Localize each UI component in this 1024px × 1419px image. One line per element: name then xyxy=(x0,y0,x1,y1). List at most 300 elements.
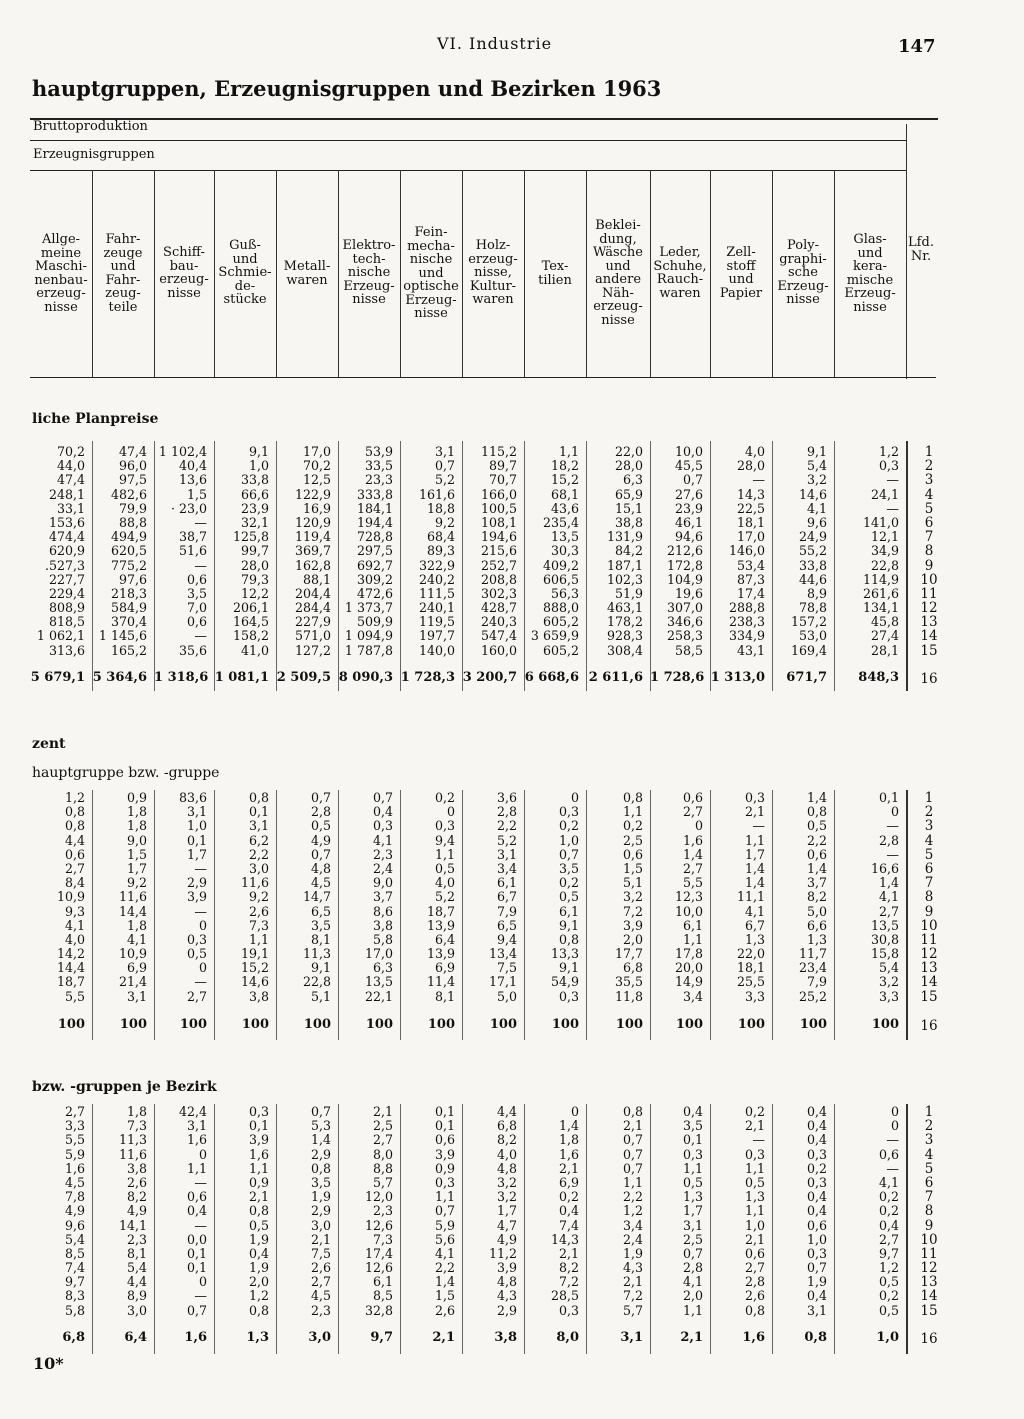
table-cell: 2,3 xyxy=(372,846,393,862)
table-cell: 24,1 xyxy=(870,486,899,502)
table-cell: 4,9 xyxy=(64,1203,85,1219)
table-cell: — xyxy=(194,514,207,530)
row-number: 12 xyxy=(920,946,938,963)
column-separator xyxy=(92,441,93,691)
table-cell: 0,1 xyxy=(248,804,269,820)
table-cell: 9,2 xyxy=(248,889,269,905)
table-cell: 227,9 xyxy=(294,614,331,630)
data-column xyxy=(276,445,331,658)
table-cell: 5,1 xyxy=(310,988,331,1004)
table-cell: 1,3 xyxy=(806,931,827,947)
section-title: liche Planpreise xyxy=(32,411,159,427)
table-cell: 1,1 xyxy=(682,931,703,947)
table-cell: 0,4 xyxy=(372,804,393,820)
table-cell: 2,6 xyxy=(248,903,269,919)
table-cell: 482,6 xyxy=(110,486,147,502)
table-cell: 0,5 xyxy=(878,1274,899,1290)
table-cell: 0,3 xyxy=(434,1174,455,1190)
table-cell: 70,2 xyxy=(56,444,85,459)
table-cell: 7,3 xyxy=(126,1118,147,1134)
column-separator xyxy=(462,790,463,1040)
table-cell: 0 xyxy=(198,960,207,976)
table-cell: 1 145,6 xyxy=(98,628,147,644)
row-number: 12 xyxy=(920,1260,938,1277)
column-separator xyxy=(772,790,773,1040)
table-cell: 0,7 xyxy=(372,790,393,805)
table-cell: 97,6 xyxy=(118,571,147,587)
table-cell: 1,2 xyxy=(878,1260,899,1276)
row-number-total: 16 xyxy=(920,1018,938,1034)
data-column xyxy=(154,445,207,658)
table-cell: 240,2 xyxy=(418,571,455,587)
column-separator xyxy=(214,1104,215,1354)
table-cell: 13,5 xyxy=(870,917,899,933)
table-cell: 1,4 xyxy=(434,1274,455,1290)
row-number-column xyxy=(906,1105,952,1318)
table-cell: 0,6 xyxy=(622,846,643,862)
table-cell: 1,0 xyxy=(248,458,269,474)
table-cell: 14,6 xyxy=(798,486,827,502)
table-cell: 1,9 xyxy=(806,1274,827,1290)
data-column xyxy=(462,1105,517,1318)
table-top-rule xyxy=(30,118,938,120)
table-cell: 1 787,8 xyxy=(344,642,393,658)
table-cell: 8,9 xyxy=(806,585,827,601)
column-separator xyxy=(92,790,93,1040)
table-cell: 4,1 xyxy=(806,500,827,516)
table-cell: 2,2 xyxy=(248,846,269,862)
row-number: 7 xyxy=(924,875,934,892)
row-number: 11 xyxy=(920,931,938,948)
total-cell: 100 xyxy=(119,1017,147,1032)
table-cell: 16,6 xyxy=(870,860,899,876)
table-cell: 153,6 xyxy=(48,514,85,530)
table-cell: 1,4 xyxy=(310,1132,331,1148)
table-cell: 53,0 xyxy=(798,628,827,644)
table-cell: 0,3 xyxy=(744,790,765,805)
total-cell: 2 611,6 xyxy=(588,670,643,685)
table-cell: 33,8 xyxy=(798,557,827,573)
row-number: 10 xyxy=(920,917,938,934)
table-cell: 463,1 xyxy=(606,600,643,616)
table-cell: 0,4 xyxy=(248,1245,269,1261)
row-number: 9 xyxy=(924,557,934,574)
table-cell: 68,1 xyxy=(550,486,579,502)
table-cell: 302,3 xyxy=(480,585,517,601)
row-number: 14 xyxy=(920,1288,938,1305)
table-cell: 2,2 xyxy=(434,1260,455,1276)
table-cell: — xyxy=(194,974,207,990)
table-cell: 0 xyxy=(446,804,455,820)
table-cell: 571,0 xyxy=(294,628,331,644)
data-column xyxy=(834,791,899,1004)
table-cell: 3,1 xyxy=(186,1118,207,1134)
table-cell: 322,9 xyxy=(418,557,455,573)
table-cell: 9,0 xyxy=(372,875,393,891)
row-number: 4 xyxy=(924,832,934,849)
table-cell: 3,2 xyxy=(496,1189,517,1205)
table-cell: 3,5 xyxy=(558,860,579,876)
column-separator xyxy=(772,441,773,691)
table-cell: 8,0 xyxy=(372,1146,393,1162)
table-cell: 5,3 xyxy=(310,1118,331,1134)
table-cell: 119,5 xyxy=(418,614,455,630)
table-cell: 1 102,4 xyxy=(158,444,207,459)
row-number: 15 xyxy=(920,1302,938,1319)
row-number: 14 xyxy=(920,974,938,991)
table-cell: 10,9 xyxy=(118,946,147,962)
table-cell: 2,5 xyxy=(682,1231,703,1247)
total-cell: 2,1 xyxy=(432,1330,455,1345)
table-cell: 127,2 xyxy=(294,642,331,658)
table-cell: 346,6 xyxy=(666,614,703,630)
table-cell: 1,7 xyxy=(744,846,765,862)
table-cell: 307,0 xyxy=(666,600,703,616)
table-cell: 4,1 xyxy=(682,1274,703,1290)
table-cell: 146,0 xyxy=(728,543,765,559)
table-cell: 0,2 xyxy=(558,1189,579,1205)
table-cell: 1,1 xyxy=(434,846,455,862)
table-cell: .527,3 xyxy=(44,557,85,573)
table-cell: 2,1 xyxy=(372,1104,393,1119)
table-cell: 0,3 xyxy=(806,1146,827,1162)
table-cell: 248,1 xyxy=(48,486,85,502)
table-cell: 0,5 xyxy=(878,1302,899,1318)
table-cell: 125,8 xyxy=(232,529,269,545)
table-cell: 0,8 xyxy=(622,790,643,805)
table-cell: 111,5 xyxy=(418,585,455,601)
column-separator xyxy=(710,441,711,691)
table-cell: 1,9 xyxy=(622,1245,643,1261)
page-title: hauptgruppen, Erzeugnisgruppen und Bezirken 1963 xyxy=(32,76,662,101)
data-column xyxy=(400,791,455,1004)
data-column xyxy=(650,445,703,658)
row-number-column xyxy=(906,445,952,658)
table-cell: 5,2 xyxy=(434,472,455,488)
data-column xyxy=(92,791,147,1004)
table-cell: · 23,0 xyxy=(170,500,207,516)
table-cell: 88,8 xyxy=(118,514,147,530)
table-cell: 0,7 xyxy=(806,1260,827,1276)
table-cell: 3,5 xyxy=(682,1118,703,1134)
table-cell: 14,3 xyxy=(550,1231,579,1247)
total-cell: 100 xyxy=(57,1017,85,1032)
table-cell: 0,7 xyxy=(622,1146,643,1162)
table-cell: — xyxy=(194,903,207,919)
table-cell: 18,1 xyxy=(736,514,765,530)
table-cell: 2,7 xyxy=(64,1104,85,1119)
column-separator xyxy=(586,790,587,1040)
table-cell: 0 xyxy=(890,804,899,820)
table-cell: 12,2 xyxy=(240,585,269,601)
table-cell: 18,7 xyxy=(56,974,85,990)
table-cell: 0,8 xyxy=(64,804,85,820)
table-cell: 13,5 xyxy=(364,974,393,990)
table-cell: 1,6 xyxy=(64,1160,85,1176)
row-number: 13 xyxy=(920,1274,938,1291)
table-cell: 728,8 xyxy=(356,529,393,545)
table-cell: 9,7 xyxy=(64,1274,85,1290)
table-cell: 35,5 xyxy=(614,974,643,990)
table-cell: 1,7 xyxy=(682,1203,703,1219)
table-cell: 14,6 xyxy=(240,974,269,990)
table-cell: 4,3 xyxy=(496,1288,517,1304)
table-cell: 8,3 xyxy=(64,1288,85,1304)
table-cell: 309,2 xyxy=(356,571,393,587)
total-cell: 848,3 xyxy=(858,670,899,685)
total-cell: 5 679,1 xyxy=(30,670,85,685)
table-cell: 122,9 xyxy=(294,486,331,502)
rule-bruttoproduktion xyxy=(30,140,906,141)
table-cell: 2,1 xyxy=(310,1231,331,1247)
table-cell: 620,9 xyxy=(48,543,85,559)
table-cell: 11,1 xyxy=(736,889,765,905)
table-cell: 12,3 xyxy=(674,889,703,905)
row-number: 3 xyxy=(924,472,934,489)
table-cell: 1,7 xyxy=(126,860,147,876)
total-cell: 8,0 xyxy=(556,1330,579,1345)
total-cell: 100 xyxy=(365,1017,393,1032)
row-number: 8 xyxy=(924,543,934,560)
table-cell: 35,6 xyxy=(178,642,207,658)
column-separator xyxy=(400,1104,401,1354)
table-cell: 218,3 xyxy=(110,585,147,601)
table-cell: 45,5 xyxy=(674,458,703,474)
table-cell: 34,9 xyxy=(870,543,899,559)
table-cell: 134,1 xyxy=(862,600,899,616)
table-cell: 0,4 xyxy=(806,1118,827,1134)
table-cell: 4,5 xyxy=(310,1288,331,1304)
table-cell: 1,2 xyxy=(248,1288,269,1304)
row-number-total: 16 xyxy=(920,671,938,687)
table-cell: 33,8 xyxy=(240,472,269,488)
table-cell: 40,4 xyxy=(178,458,207,474)
table-cell: — xyxy=(194,1288,207,1304)
table-cell: 11,6 xyxy=(240,875,269,891)
table-cell: — xyxy=(886,1132,899,1148)
section-title: bzw. -gruppen je Bezirk xyxy=(32,1079,217,1095)
table-cell: 184,1 xyxy=(356,500,393,516)
table-cell: 15,1 xyxy=(614,500,643,516)
column-separator xyxy=(772,1104,773,1354)
table-cell: 9,0 xyxy=(126,832,147,848)
total-cell: 2 509,5 xyxy=(276,670,331,685)
table-cell: 28,0 xyxy=(240,557,269,573)
table-cell: 7,0 xyxy=(186,600,207,616)
table-cell: 3,1 xyxy=(806,1302,827,1318)
table-cell: 2,1 xyxy=(744,804,765,820)
table-cell: 3,9 xyxy=(622,917,643,933)
table-cell: 1,0 xyxy=(186,818,207,834)
table-cell: 9,1 xyxy=(310,960,331,976)
table-cell: 6,9 xyxy=(558,1174,579,1190)
column-heading: Fein- mecha- nische und optische Erzeug- nisse xyxy=(403,225,459,321)
table-cell: 369,7 xyxy=(294,543,331,559)
table-cell: 240,3 xyxy=(480,614,517,630)
table-cell: 1,6 xyxy=(682,832,703,848)
table-cell: 68,4 xyxy=(426,529,455,545)
table-cell: 0,7 xyxy=(622,1132,643,1148)
table-cell: 1,6 xyxy=(186,1132,207,1148)
table-cell: 66,6 xyxy=(240,486,269,502)
table-cell: 4,5 xyxy=(310,875,331,891)
table-cell: 0 xyxy=(198,917,207,933)
table-cell: 165,2 xyxy=(110,642,147,658)
table-cell: 2,7 xyxy=(372,1132,393,1148)
total-cell: 1 318,6 xyxy=(154,670,209,685)
table-cell: 6,4 xyxy=(434,931,455,947)
table-cell: 2,3 xyxy=(126,1231,147,1247)
table-cell: 620,5 xyxy=(110,543,147,559)
table-cell: 4,4 xyxy=(496,1104,517,1119)
row-number: 12 xyxy=(920,600,938,617)
table-cell: 27,6 xyxy=(674,486,703,502)
table-cell: 11,6 xyxy=(118,1146,147,1162)
table-cell: 8,1 xyxy=(310,931,331,947)
header-bottom-rule xyxy=(30,377,936,378)
total-cell: 1 081,1 xyxy=(214,670,269,685)
table-cell: 43,6 xyxy=(550,500,579,516)
table-cell: 1,0 xyxy=(744,1217,765,1233)
table-cell: 2,7 xyxy=(878,903,899,919)
table-cell: 2,7 xyxy=(744,1260,765,1276)
table-cell: 0,8 xyxy=(744,1302,765,1318)
table-cell: 6,2 xyxy=(248,832,269,848)
row-number: 1 xyxy=(924,1104,934,1120)
total-cell: 1 313,0 xyxy=(710,670,765,685)
total-cell: 100 xyxy=(615,1017,643,1032)
column-heading: Poly- graphi- sche Erzeug- nisse xyxy=(777,238,829,307)
table-cell: 32,1 xyxy=(240,514,269,530)
table-cell: 2,6 xyxy=(434,1302,455,1318)
table-cell: 15,2 xyxy=(240,960,269,976)
table-cell: 21,4 xyxy=(118,974,147,990)
row-number-column xyxy=(906,791,952,1004)
data-column xyxy=(710,791,765,1004)
data-column xyxy=(214,1105,269,1318)
row-number: 13 xyxy=(920,960,938,977)
table-cell: 5,2 xyxy=(496,832,517,848)
table-cell: 2,7 xyxy=(682,804,703,820)
table-cell: 1,5 xyxy=(434,1288,455,1304)
row-number: 7 xyxy=(924,529,934,546)
table-cell: 99,7 xyxy=(240,543,269,559)
table-cell: 97,5 xyxy=(118,472,147,488)
table-cell: 51,9 xyxy=(614,585,643,601)
table-cell: 5,9 xyxy=(434,1217,455,1233)
table-cell: 84,2 xyxy=(614,543,643,559)
table-cell: 1,9 xyxy=(248,1260,269,1276)
table-cell: 12,6 xyxy=(364,1217,393,1233)
table-cell: 2,1 xyxy=(744,1118,765,1134)
column-separator xyxy=(338,790,339,1040)
table-cell: 206,1 xyxy=(232,600,269,616)
table-cell: 0,2 xyxy=(878,1203,899,1219)
table-cell: 18,1 xyxy=(736,960,765,976)
table-cell: 28,0 xyxy=(614,458,643,474)
table-cell: 8,4 xyxy=(64,875,85,891)
table-cell: 53,4 xyxy=(736,557,765,573)
table-cell: 8,8 xyxy=(372,1160,393,1176)
row-number: 8 xyxy=(924,889,934,906)
data-column xyxy=(338,445,393,658)
table-cell: 3,3 xyxy=(878,988,899,1004)
erzeugnisgruppen-label: Erzeugnisgruppen xyxy=(33,147,155,162)
table-cell: 9,1 xyxy=(806,444,827,459)
table-cell: 0,3 xyxy=(682,1146,703,1162)
table-cell: 3,1 xyxy=(496,846,517,862)
column-separator xyxy=(276,441,277,691)
data-column xyxy=(214,791,269,1004)
table-cell: 3,5 xyxy=(310,1174,331,1190)
table-cell: 87,3 xyxy=(736,571,765,587)
column-heading: Zell- stoff und Papier xyxy=(719,245,763,301)
table-cell: 2,2 xyxy=(806,832,827,848)
row-number: 5 xyxy=(924,500,934,517)
table-cell: 169,4 xyxy=(790,642,827,658)
table-cell: 6,6 xyxy=(806,917,827,933)
table-cell: 6,1 xyxy=(496,875,517,891)
table-cell: 166,0 xyxy=(480,486,517,502)
table-cell: 5,8 xyxy=(372,931,393,947)
table-cell: — xyxy=(752,818,765,834)
column-heading: Leder, Schuhe, Rauch- waren xyxy=(653,245,707,301)
table-cell: 1,3 xyxy=(682,1189,703,1205)
table-cell: 4,1 xyxy=(878,889,899,905)
bruttoproduktion-label: Bruttoproduktion xyxy=(33,119,148,134)
table-cell: 472,6 xyxy=(356,585,393,601)
column-heading: Tex- tilien xyxy=(538,259,572,288)
column-separator xyxy=(710,1104,711,1354)
table-cell: 3,4 xyxy=(496,860,517,876)
table-cell: 7,4 xyxy=(64,1260,85,1276)
table-cell: 2,1 xyxy=(558,1160,579,1176)
table-cell: 89,7 xyxy=(488,458,517,474)
column-separator xyxy=(586,1104,587,1354)
table-cell: 0 xyxy=(890,1118,899,1134)
total-cell: 6 668,6 xyxy=(524,670,579,685)
table-cell: 0,5 xyxy=(186,946,207,962)
table-cell: 370,4 xyxy=(110,614,147,630)
table-cell: 1,1 xyxy=(744,1203,765,1219)
table-cell: 8,9 xyxy=(126,1288,147,1304)
table-cell: 30,3 xyxy=(550,543,579,559)
table-cell: 2,8 xyxy=(496,804,517,820)
table-cell: 9,4 xyxy=(496,931,517,947)
table-cell: 0,5 xyxy=(434,860,455,876)
table-cell: 44,6 xyxy=(798,571,827,587)
table-cell: 2,1 xyxy=(622,1118,643,1134)
table-cell: 7,5 xyxy=(496,960,517,976)
table-cell: 6,3 xyxy=(372,960,393,976)
table-cell: 13,4 xyxy=(488,946,517,962)
table-cell: 2,7 xyxy=(682,860,703,876)
data-column xyxy=(30,1105,85,1318)
table-cell: 2,9 xyxy=(496,1302,517,1318)
table-cell: 1,8 xyxy=(126,818,147,834)
table-cell: 102,3 xyxy=(606,571,643,587)
table-cell: 11,3 xyxy=(118,1132,147,1148)
table-cell: 14,2 xyxy=(56,946,85,962)
table-cell: 2,9 xyxy=(310,1203,331,1219)
table-cell: 14,9 xyxy=(674,974,703,990)
table-cell: 8,2 xyxy=(496,1132,517,1148)
column-heading: Elektro- tech- nische Erzeug- nisse xyxy=(342,238,396,307)
table-cell: 0,4 xyxy=(806,1132,827,1148)
table-cell: 0,8 xyxy=(248,1203,269,1219)
table-cell: 4,5 xyxy=(64,1174,85,1190)
data-column xyxy=(524,1105,579,1318)
